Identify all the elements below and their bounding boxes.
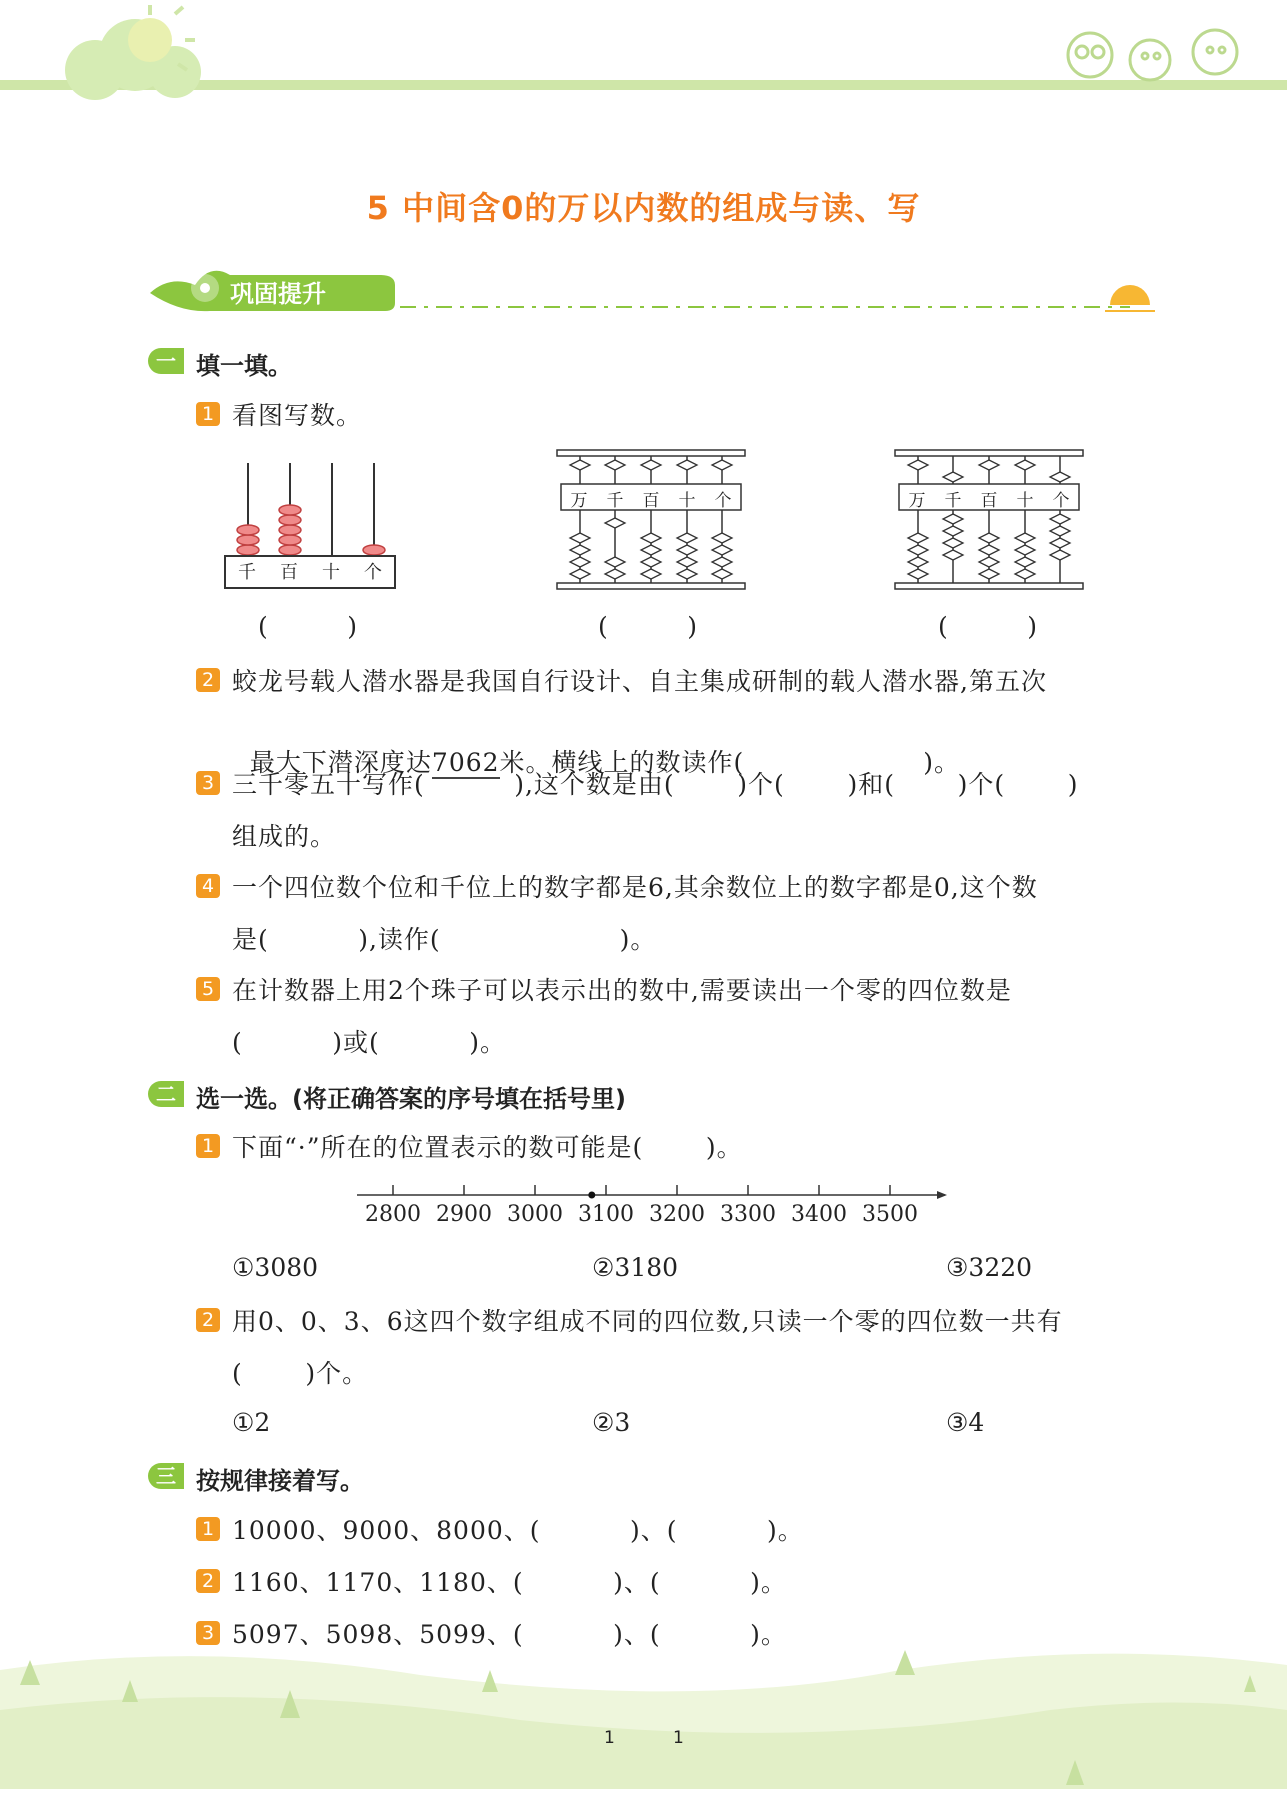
q2-1-option-2[interactable]: ②3180 <box>592 1253 679 1282</box>
q1-3-line1: 三千零五十写作( ),这个数是由( )个( )和( )个( ) <box>232 770 1079 799</box>
section-1-title: 填一填。 <box>196 352 292 380</box>
number-line-label: 3300 <box>720 1202 776 1227</box>
page-number-right: 1 <box>673 1728 684 1748</box>
q1-4-line1: 一个四位数个位和千位上的数字都是6,其余数位上的数字都是0,这个数 <box>232 873 1038 902</box>
abacus-label: 万 <box>908 491 926 511</box>
q1-2-line1: 蛟龙号载人潜水器是我国自行设计、自主集成研制的载人潜水器,第五次 <box>232 667 1047 696</box>
q1-2-line2-post: 米。横线上的数读作( )。 <box>499 748 960 777</box>
number-line-label: 3000 <box>507 1202 563 1227</box>
abacus-1 <box>220 458 400 590</box>
number-line-label: 2800 <box>365 1202 421 1227</box>
q2-1-number: 1 <box>196 1134 220 1158</box>
page-title: 5 中间含0的万以内数的组成与读、写 <box>366 189 921 227</box>
abacus-label: 个 <box>1052 491 1070 511</box>
abacus-label: 个 <box>714 491 732 511</box>
number-line-label: 2900 <box>436 1202 492 1227</box>
number-line-label: 3500 <box>862 1202 918 1227</box>
q1-5-line1: 在计数器上用2个珠子可以表示出的数中,需要读出一个零的四位数是 <box>232 976 1012 1005</box>
abacus-label: 千 <box>238 562 256 583</box>
section-2-badge: 二 <box>148 1081 184 1107</box>
number-line-dot <box>588 1192 595 1199</box>
abacus-label: 个 <box>364 562 382 583</box>
q3-3-number: 3 <box>196 1621 220 1645</box>
section-3-badge: 三 <box>148 1463 184 1489</box>
q2-1-option-3[interactable]: ③3220 <box>946 1253 1033 1282</box>
q2-2-option-1[interactable]: ①2 <box>232 1408 271 1437</box>
number-line-label: 3200 <box>649 1202 705 1227</box>
q1-3-line2: 组成的。 <box>232 822 337 851</box>
abacus-3-art <box>893 448 1085 593</box>
q1-2-number: 2 <box>196 668 220 692</box>
abacus-2-labels <box>561 486 741 511</box>
q1-1-number: 1 <box>196 402 220 426</box>
q3-2-number: 2 <box>196 1569 220 1593</box>
q1-4-number: 4 <box>196 874 220 898</box>
abacus-1-labels <box>220 558 400 584</box>
q1-2-line2-pre: 最大下潜深度达 <box>249 748 432 777</box>
section-1-badge: 一 <box>148 348 184 374</box>
abacus-label: 万 <box>570 491 588 511</box>
q1-5-number: 5 <box>196 977 220 1001</box>
q1-3-number: 3 <box>196 771 220 795</box>
q1-5-line2: ( )或( )。 <box>232 1028 506 1057</box>
q2-2-number: 2 <box>196 1308 220 1332</box>
abacus-label: 百 <box>980 491 998 511</box>
q3-1-text: 10000、9000、8000、( )、( )。 <box>232 1516 804 1545</box>
section-3-title: 按规律接着写。 <box>196 1467 364 1495</box>
abacus-label: 百 <box>642 491 660 511</box>
banner <box>150 255 1160 315</box>
abacus-label: 千 <box>944 491 962 511</box>
q2-1-text: 下面“·”所在的位置表示的数可能是( )。 <box>232 1133 743 1162</box>
q3-3-text: 5097、5098、5099、( )、( )。 <box>232 1620 787 1649</box>
abacus-3 <box>893 448 1085 593</box>
number-line-label: 3400 <box>791 1202 847 1227</box>
footer-landscape <box>0 1640 1287 1789</box>
abacus-label: 十 <box>1016 491 1034 511</box>
number-line <box>355 1180 955 1240</box>
number-line-label: 3100 <box>578 1202 634 1227</box>
answer-blank[interactable]: ( ) <box>598 612 697 641</box>
underlined-number: 7062 <box>431 748 500 777</box>
q3-2-text: 1160、1170、1180、( )、( )。 <box>232 1568 787 1597</box>
header-decoration <box>0 0 1287 110</box>
q1-1-text: 看图写数。 <box>232 401 363 430</box>
cloud-icon <box>65 18 201 100</box>
abacus-label: 十 <box>322 562 340 583</box>
header-art <box>0 0 1287 110</box>
q2-2-option-3[interactable]: ③4 <box>946 1408 985 1437</box>
animal-faces-icon <box>1068 30 1237 80</box>
abacus-label: 十 <box>678 491 696 511</box>
abacus-2 <box>555 448 747 593</box>
q3-1-number: 1 <box>196 1517 220 1541</box>
q2-1-option-1[interactable]: ①3080 <box>232 1253 319 1282</box>
answer-blank[interactable]: ( ) <box>938 612 1037 641</box>
banner-title: 巩固提升 <box>230 280 326 308</box>
abacus-3-labels <box>899 486 1079 511</box>
abacus-label: 千 <box>606 491 624 511</box>
page-number-left: 1 <box>604 1728 615 1748</box>
q1-4-line2: 是( ),读作( )。 <box>232 925 657 954</box>
hills-art <box>0 1640 1287 1789</box>
q2-2-line2: ( )个。 <box>232 1359 369 1388</box>
section-2-title: 选一选。(将正确答案的序号填在括号里) <box>196 1085 626 1113</box>
abacus-2-art <box>555 448 747 593</box>
answer-blank[interactable]: ( ) <box>258 612 357 641</box>
q2-2-option-2[interactable]: ②3 <box>592 1408 631 1437</box>
abacus-label: 百 <box>280 562 298 583</box>
q2-2-line1: 用0、0、3、6这四个数字组成不同的四位数,只读一个零的四位数一共有 <box>232 1307 1063 1336</box>
